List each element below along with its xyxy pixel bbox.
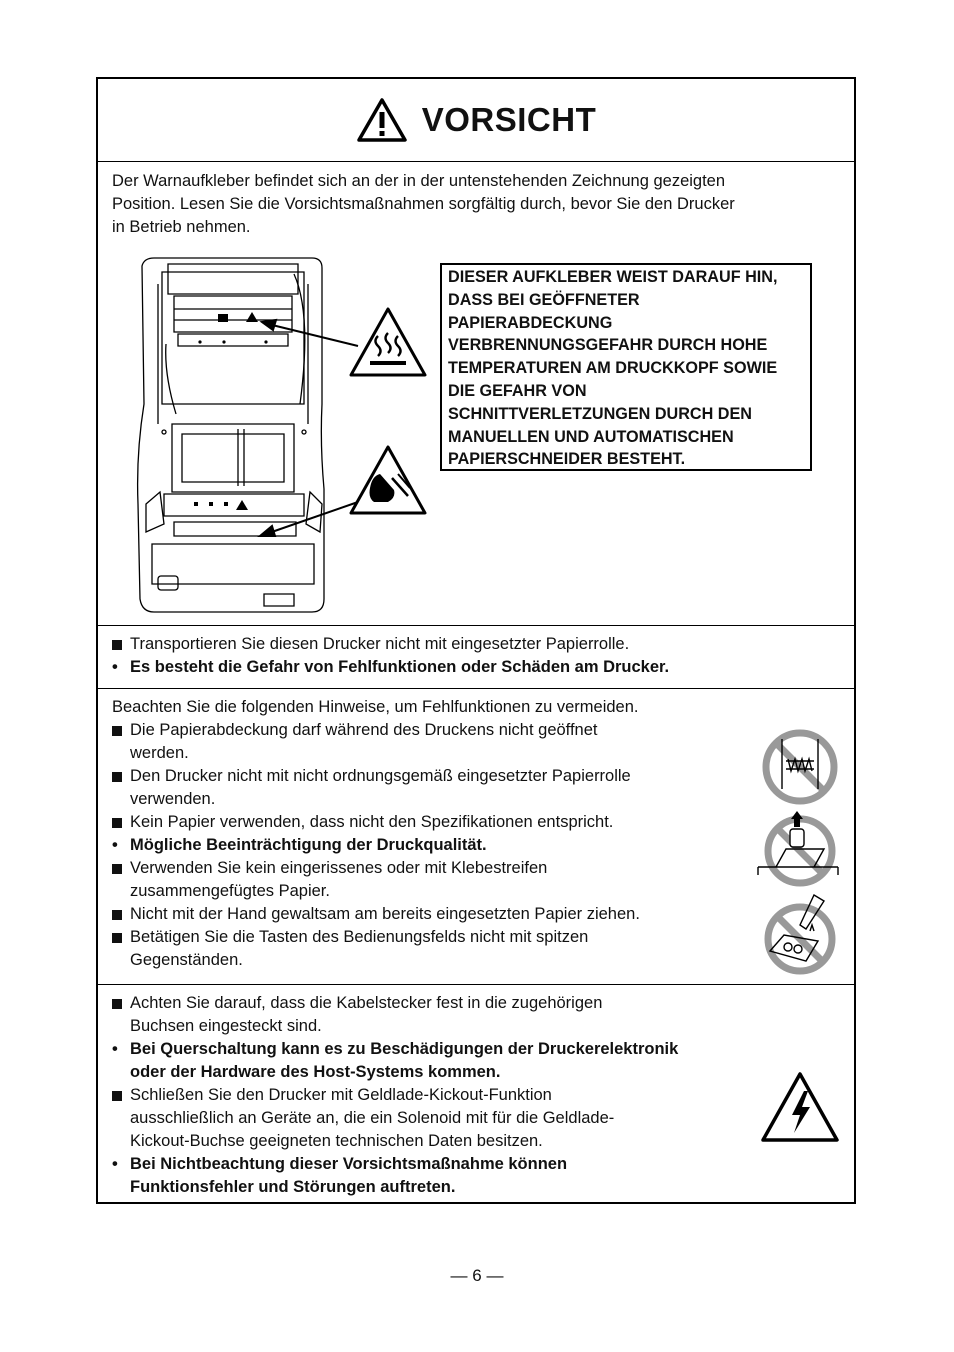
handling-intro: Beachten Sie die folgenden Hinweise, um Fehlfunktionen zu vermeiden. [112, 698, 639, 716]
caution-frame [96, 77, 856, 1204]
label-warning-line: DIE GEFAHR VON [448, 381, 587, 400]
electrical-consequence: Bei Nichtbeachtung dieser Vorsichtsmaßnahme können [130, 1155, 568, 1173]
electrical-consequence: oder der Hardware des Host-Systems kommen. [130, 1063, 501, 1081]
label-warning-line: VERBRENNUNGSGEFAHR DURCH HOHE [448, 336, 768, 355]
handling-item: Die Papierabdeckung darf während des Druckens nicht geöffnet [130, 721, 598, 739]
no-torn-paper-icon [758, 725, 842, 809]
handling-item: zusammengefügtes Papier. [130, 882, 330, 900]
no-pulling-paper-icon [754, 809, 844, 889]
electrical-item: Schließen Sie den Drucker mit Geldlade-Kickout-Funktion [130, 1086, 552, 1104]
handling-consequence: Mögliche Beeinträchtigung der Druckqualität. [130, 836, 487, 854]
handling-section [98, 688, 854, 984]
electrical-consequence: Funktionsfehler und Störungen auftreten. [130, 1178, 456, 1196]
no-sharp-objects-icon [754, 891, 844, 981]
electrical-item: Buchsen eingesteckt sind. [130, 1017, 322, 1035]
hot-surface-icon [348, 306, 428, 378]
label-warning-line: MANUELLEN UND AUTOMATISCHEN [448, 427, 734, 446]
electrical-item: Kickout-Buchse geeigneten technischen Daten besitzen. [130, 1132, 543, 1150]
page-title: VORSICHT [421, 101, 597, 138]
square-bullet [112, 726, 122, 736]
electric-shock-icon [760, 1071, 840, 1143]
square-bullet [112, 864, 122, 874]
handling-item: werden. [130, 744, 189, 762]
handling-item: Gegenständen. [130, 951, 243, 969]
label-warning-box [440, 263, 812, 471]
square-bullet [112, 818, 122, 828]
handling-item: verwenden. [130, 790, 216, 808]
intro-text [112, 170, 735, 239]
page-number: — 6 — [450, 1266, 504, 1285]
label-warning-line: DIESER AUFKLEBER WEIST DARAUF HIN, [448, 268, 778, 286]
handling-item: Betätigen Sie die Tasten des Bedienungsfelds nicht mit spitzen [130, 928, 589, 946]
electrical-section [98, 984, 854, 1206]
square-bullet [112, 772, 122, 782]
handling-item: Kein Papier verwenden, dass nicht den Spezifikationen entspricht. [130, 813, 614, 831]
transport-consequence: Es besteht die Gefahr von Fehlfunktionen oder Schäden am Drucker. [130, 658, 670, 676]
dot-bullet: • [112, 658, 118, 676]
square-bullet [112, 999, 122, 1009]
electrical-item: Achten Sie darauf, dass die Kabelstecker fest in die zugehörigen [130, 994, 603, 1012]
transport-item: Transportieren Sie diesen Drucker nicht mit eingesetzter Papierrolle. [130, 635, 630, 653]
intro-line: Der Warnaufkleber befindet sich an der in der untenstehenden Zeichnung gezeigten [112, 172, 726, 190]
handling-item: Verwenden Sie kein eingerissenes oder mit Klebestreifen [130, 859, 548, 877]
handling-item: Den Drucker nicht mit nicht ordnungsgemäß eingesetzter Papierrolle [130, 767, 631, 785]
intro-line: Position. Lesen Sie die Vorsichtsmaßnahmen sorgfältig durch, bevor Sie den Drucker [112, 195, 735, 213]
warning-triangle-icon [356, 97, 408, 143]
cutter-hand-icon [348, 444, 428, 516]
handling-item: Nicht mit der Hand gewaltsam am bereits eingesetzten Papier ziehen. [130, 905, 640, 923]
caution-header [98, 79, 854, 161]
label-warning-line: TEMPERATUREN AM DRUCKKOPF SOWIE [448, 359, 778, 378]
transport-section [98, 625, 854, 688]
square-bullet [112, 910, 122, 920]
label-warning-line: PAPIERABDECKUNG [448, 313, 613, 332]
label-position-section [98, 161, 854, 625]
square-bullet [112, 1091, 122, 1101]
electrical-consequence: Bei Querschaltung kann es zu Beschädigungen der Druckerelektronik [130, 1040, 679, 1058]
dot-bullet: • [112, 836, 118, 854]
label-warning-line: DASS BEI GEÖFFNETER [448, 290, 640, 309]
label-warning-line: PAPIERSCHNEIDER BESTEHT. [448, 450, 686, 469]
intro-line: in Betrieb nehmen. [112, 218, 251, 236]
square-bullet [112, 640, 122, 650]
label-warning-line: SCHNITTVERLETZUNGEN DURCH DEN [448, 404, 752, 423]
electrical-item: ausschließlich an Geräte an, die ein Solenoid mit für die Geldlade- [130, 1109, 615, 1127]
square-bullet [112, 933, 122, 943]
dot-bullet: • [112, 1155, 118, 1173]
dot-bullet: • [112, 1040, 118, 1058]
